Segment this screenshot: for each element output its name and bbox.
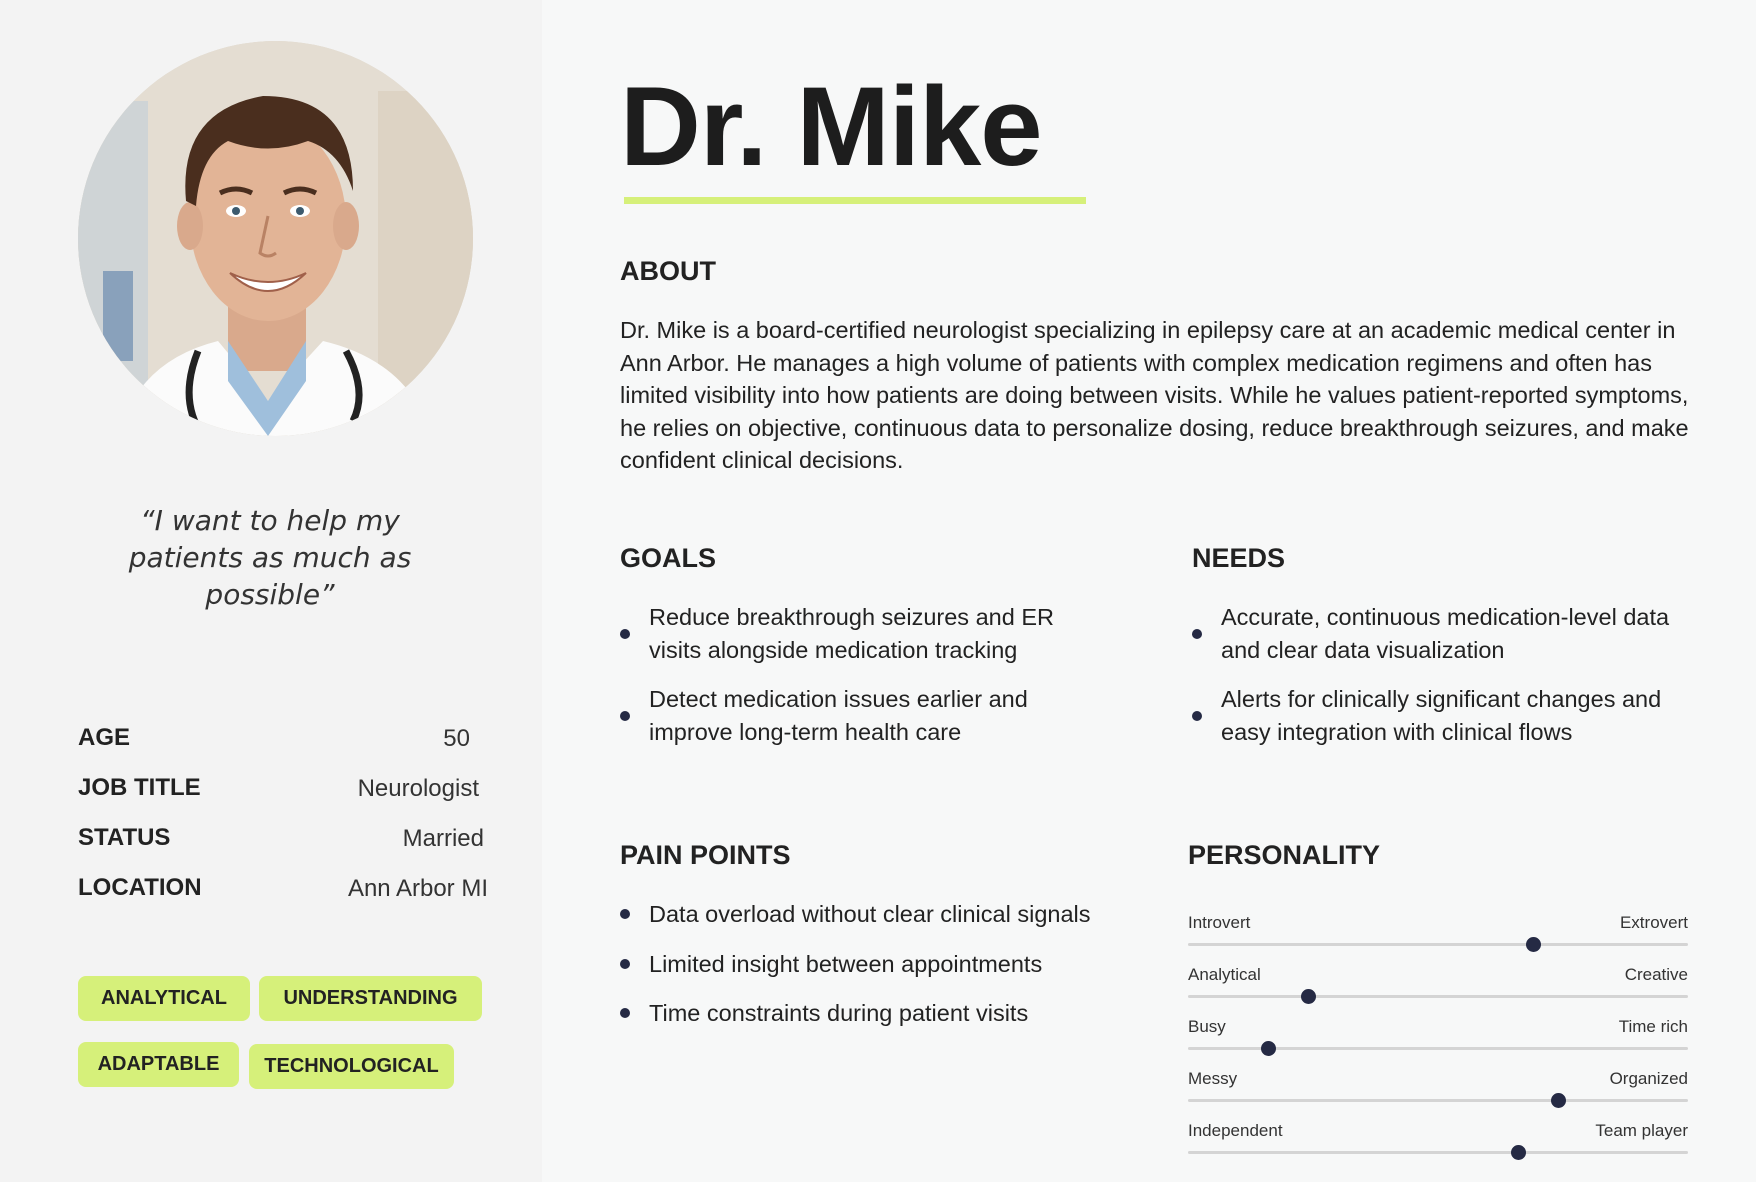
pain-point-text: Data overload without clear clinical signals bbox=[649, 901, 1091, 927]
slider-left-label: Analytical bbox=[1188, 965, 1261, 984]
slider-right-label: Creative bbox=[1624, 965, 1688, 984]
slider-left-label: Introvert bbox=[1188, 913, 1251, 932]
personality-slider-messy-organized bbox=[1188, 1069, 1688, 1117]
bullet-dot-icon bbox=[620, 629, 630, 639]
info-value-location: Ann Arbor MI bbox=[347, 875, 488, 902]
goal-text: Reduce breakthrough seizures and ER visits alongside medication tracking bbox=[649, 604, 1054, 663]
goals-list bbox=[620, 601, 1100, 765]
list-item bbox=[620, 997, 1100, 1030]
personality-slider-independent-team-player bbox=[1188, 1121, 1688, 1169]
info-label-age: AGE bbox=[78, 724, 131, 751]
personality-slider-introvert-extrovert bbox=[1188, 913, 1688, 961]
bullet-dot-icon bbox=[620, 959, 630, 969]
title-underline bbox=[624, 197, 1086, 204]
personality-slider-busy-time-rich bbox=[1188, 1017, 1688, 1065]
needs-list bbox=[1192, 601, 1692, 765]
list-item bbox=[1192, 601, 1692, 666]
sidebar bbox=[0, 0, 542, 1182]
slider-right-label: Team player bbox=[1595, 1121, 1688, 1140]
list-item bbox=[620, 948, 1100, 981]
info-value-job-title: Neurologist bbox=[357, 775, 479, 802]
slider-track bbox=[1188, 995, 1688, 998]
list-item bbox=[620, 898, 1100, 931]
info-value-status: Married bbox=[402, 825, 484, 852]
tag-technological: TECHNOLOGICAL bbox=[249, 1044, 454, 1089]
slider-track bbox=[1188, 1099, 1688, 1102]
slider-knob bbox=[1261, 1041, 1276, 1056]
slider-knob bbox=[1551, 1093, 1566, 1108]
bullet-dot-icon bbox=[620, 711, 630, 721]
goals-heading: GOALS bbox=[620, 543, 717, 573]
doctor-portrait-image bbox=[78, 41, 473, 436]
tag-analytical: ANALYTICAL bbox=[78, 976, 250, 1021]
need-text: Alerts for clinically significant changes and easy integration with clinical flows bbox=[1221, 686, 1662, 745]
bullet-dot-icon bbox=[620, 1008, 630, 1018]
personality-heading: PERSONALITY bbox=[1188, 840, 1381, 870]
goal-text: Detect medication issues earlier and improve long-term health care bbox=[649, 686, 1028, 745]
slider-knob bbox=[1511, 1145, 1526, 1160]
list-item bbox=[620, 683, 1100, 748]
slider-left-label: Messy bbox=[1188, 1069, 1238, 1088]
slider-left-label: Busy bbox=[1188, 1017, 1226, 1036]
bullet-dot-icon bbox=[1192, 711, 1202, 721]
slider-track bbox=[1188, 943, 1688, 946]
pain-points-list bbox=[620, 898, 1100, 1047]
persona-name: Dr. Mike bbox=[620, 64, 1042, 189]
needs-heading: NEEDS bbox=[1192, 543, 1286, 573]
bullet-dot-icon bbox=[620, 909, 630, 919]
slider-knob bbox=[1301, 989, 1316, 1004]
tag-adaptable: ADAPTABLE bbox=[78, 1042, 239, 1087]
info-row-job-title bbox=[78, 774, 479, 814]
bullet-dot-icon bbox=[1192, 629, 1202, 639]
slider-track bbox=[1188, 1151, 1688, 1154]
info-label-location: LOCATION bbox=[78, 874, 202, 901]
info-row-location bbox=[78, 874, 488, 914]
about-heading: ABOUT bbox=[620, 256, 716, 286]
slider-right-label: Organized bbox=[1609, 1069, 1688, 1088]
pain-point-text: Limited insight between appointments bbox=[649, 950, 1043, 977]
profile-photo bbox=[78, 41, 473, 436]
info-label-status: STATUS bbox=[78, 824, 171, 851]
info-row-age bbox=[78, 724, 470, 764]
info-row-status bbox=[78, 824, 484, 864]
tag-understanding: UNDERSTANDING bbox=[259, 976, 482, 1021]
pain-point-text: Time constraints during patient visits bbox=[649, 1000, 1029, 1026]
slider-right-label: Extrovert bbox=[1619, 913, 1688, 932]
slider-knob bbox=[1526, 937, 1541, 952]
info-label-job-title: JOB TITLE bbox=[78, 774, 201, 801]
about-text: Dr. Mike is a board-certified neurologist specializing in epilepsy care at an academic medical center in Ann Arbor. He manages a high volume of patients with complex medication regimens and often has limited visibility into how patients are doing between visits. While he values patient-reported symptoms, he relies on objective, continuous data to personalize dosing, reduce breakthrough seizures, and make confident clinical decisions. bbox=[620, 317, 1689, 473]
info-value-age: 50 bbox=[443, 725, 470, 752]
list-item bbox=[620, 601, 1100, 666]
slider-left-label: Independent bbox=[1188, 1121, 1283, 1140]
slider-right-label: Time rich bbox=[1618, 1017, 1688, 1036]
persona-quote: “I want to help my patients as much as possible” bbox=[128, 504, 412, 611]
list-item bbox=[1192, 683, 1692, 748]
pain-points-heading: PAIN POINTS bbox=[620, 840, 791, 870]
personality-slider-analytical-creative bbox=[1188, 965, 1688, 1013]
need-text: Accurate, continuous medication-level data and clear data visualization bbox=[1221, 604, 1670, 663]
